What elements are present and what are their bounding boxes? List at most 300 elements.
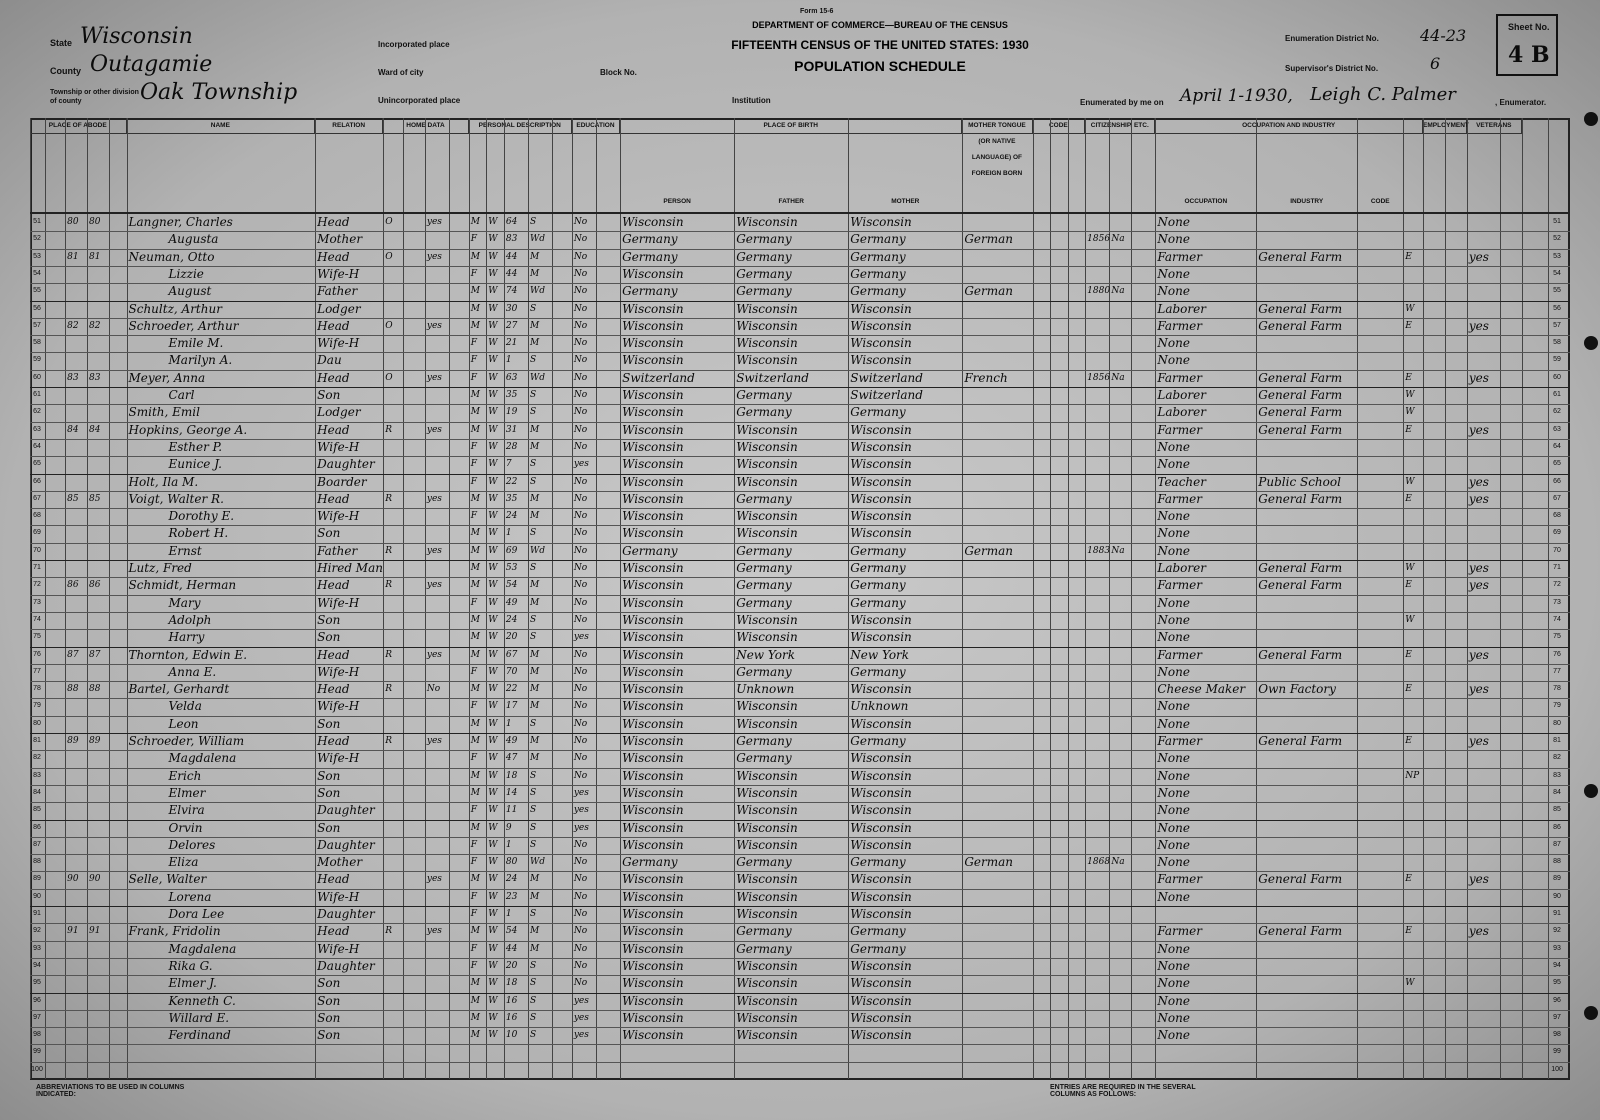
cell-nat: Na (1111, 372, 1125, 383)
cell-sex: F (470, 268, 477, 279)
cell-age: 1 (505, 718, 512, 729)
cell-name: Frank, Fridolin (128, 924, 221, 939)
column-group-header: EMPLOYMENT (1423, 118, 1467, 134)
cell-sex: F (470, 943, 477, 954)
line-number: 56 (33, 304, 41, 312)
cell-age: 35 (505, 493, 518, 504)
cell-age: 24 (505, 874, 518, 885)
cell-rel: Wife-H (317, 266, 360, 281)
cell-name: Lutz, Fred (128, 561, 192, 575)
line-number-right: 92 (1553, 927, 1561, 935)
cell-sex: F (470, 805, 477, 816)
cell-race: W (488, 372, 498, 383)
cell-tenure: O (385, 372, 393, 383)
cell-name: Erich (168, 768, 202, 783)
line-number-right: 95 (1553, 979, 1561, 987)
column-divider (1068, 118, 1069, 1080)
cell-occ: None (1157, 630, 1190, 645)
cell-dw: 81 (67, 251, 79, 262)
cell-age: 70 (505, 666, 518, 677)
cell-att: No (573, 407, 588, 418)
cell-rel: Lodger (317, 301, 361, 316)
column-subheader: OCCUPATION (1184, 198, 1228, 205)
cell-race: W (488, 666, 498, 677)
cell-occ: None (1157, 803, 1190, 818)
cell-pob: Wisconsin (622, 768, 684, 783)
cell-pob: Wisconsin (622, 716, 684, 731)
cell-age: 1 (505, 528, 512, 539)
cell-name: Eliza (168, 855, 199, 870)
cell-age: 28 (505, 441, 518, 452)
cell-dw: 82 (67, 320, 79, 331)
cell-cls: E (1405, 874, 1412, 885)
line-number-right: 72 (1553, 581, 1561, 589)
cell-pob: Wisconsin (622, 664, 684, 679)
line-number: 96 (33, 996, 41, 1004)
cell-radio: yes (426, 424, 442, 435)
state-value: Wisconsin (80, 24, 193, 49)
cell-mpob: Wisconsin (850, 630, 912, 645)
cell-mar: M (529, 736, 540, 746)
cell-race: W (488, 736, 498, 746)
cell-fpob: Wisconsin (736, 301, 798, 316)
cell-vet: yes (1468, 734, 1489, 748)
cell-fam: 86 (89, 580, 101, 591)
cell-age: 24 (505, 614, 518, 625)
cell-occ: None (1157, 595, 1190, 610)
line-number-right: 65 (1553, 460, 1561, 468)
cell-radio: yes (426, 545, 442, 556)
cell-name: Leon (168, 716, 199, 731)
cell-name: Ferdinand (168, 1028, 231, 1043)
cell-rel: Mother (317, 855, 363, 870)
line-number-right: 57 (1553, 321, 1561, 329)
cell-radio: yes (426, 251, 442, 262)
cell-att: yes (573, 1012, 589, 1023)
cell-name: Schroeder, Arthur (128, 318, 239, 333)
cell-race: W (488, 493, 498, 504)
line-number-right: 73 (1553, 598, 1561, 606)
cell-pob: Wisconsin (622, 215, 684, 229)
cell-mpob: Wisconsin (850, 526, 912, 541)
cell-att: yes (573, 805, 589, 816)
cell-pob: Wisconsin (622, 958, 684, 973)
line-number: 75 (33, 633, 41, 641)
cell-age: 9 (505, 822, 512, 833)
cell-cls: E (1405, 424, 1412, 435)
line-number: 69 (33, 529, 41, 537)
cell-mpob: Wisconsin (850, 318, 912, 333)
cell-att: yes (573, 787, 589, 798)
cell-fpob: Wisconsin (736, 958, 798, 973)
department-title: DEPARTMENT OF COMMERCE—BUREAU OF THE CENSUS (752, 20, 1008, 30)
cell-race: W (488, 390, 498, 400)
cell-fpob: Germany (736, 751, 792, 766)
cell-pob: Wisconsin (622, 699, 684, 714)
cell-name: Mary (168, 595, 201, 610)
column-divider (449, 118, 450, 1080)
cell-radio: yes (426, 736, 442, 746)
cell-sex: F (470, 234, 477, 245)
county-value: Outagamie (90, 52, 213, 77)
line-number-right: 90 (1553, 892, 1561, 900)
cell-name: Schroeder, William (128, 734, 245, 748)
cell-pob: Switzerland (622, 370, 695, 385)
cell-age: 44 (505, 251, 518, 262)
cell-age: 19 (505, 407, 518, 418)
cell-age: 11 (505, 805, 518, 816)
cell-rel: Daughter (317, 907, 375, 921)
line-number: 53 (33, 252, 41, 260)
cell-dw: 88 (67, 684, 79, 695)
cell-age: 1 (505, 355, 512, 366)
line-number-right: 82 (1553, 754, 1561, 762)
cell-rel: Head (317, 491, 350, 506)
column-group-header: MOTHER TONGUE (OR NATIVE LANGUAGE) OF FOREIGN BORN (962, 118, 1032, 134)
cell-rel: Head (317, 215, 350, 229)
cell-fpob: Germany (736, 595, 792, 610)
cell-vet: yes (1468, 474, 1489, 489)
line-number: 83 (33, 771, 41, 779)
cell-race: W (488, 1012, 498, 1023)
enumerated-date: April 1-1930, (1180, 86, 1293, 106)
cell-ind: General Farm (1258, 422, 1343, 437)
cell-att: No (573, 874, 588, 885)
cell-fpob: Germany (736, 941, 792, 956)
line-number: 100 (31, 1065, 43, 1073)
cell-mpob: Germany (850, 284, 906, 299)
cell-mpob: Wisconsin (850, 907, 912, 921)
cell-cls: E (1405, 493, 1412, 504)
cell-rel: Wife-H (317, 336, 360, 351)
cell-att: No (573, 320, 588, 331)
cell-mar: S (529, 839, 537, 850)
cell-occ: None (1157, 353, 1190, 368)
column-divider (734, 118, 735, 1080)
cell-occ: None (1157, 751, 1190, 766)
cell-cls: E (1405, 320, 1412, 331)
cell-race: W (488, 424, 498, 435)
cell-fpob: Germany (736, 491, 792, 506)
column-divider (1357, 118, 1358, 1080)
line-number-right: 86 (1553, 823, 1561, 831)
cell-name: Selle, Walter (128, 872, 207, 887)
cell-occ: None (1157, 889, 1190, 904)
line-number: 55 (33, 287, 41, 295)
cell-imm: 1883 (1087, 545, 1111, 556)
cell-rel: Wife-H (317, 439, 360, 454)
cell-att: No (573, 372, 588, 383)
cell-name: Thornton, Edwin E. (128, 647, 248, 662)
cell-fpob: Germany (736, 855, 792, 870)
enumerator-label: , Enumerator. (1495, 98, 1547, 107)
cell-rel: Wife-H (317, 509, 360, 524)
line-number-right: 68 (1553, 512, 1561, 520)
cell-mpob: Wisconsin (850, 993, 912, 1008)
cell-rel: Head (317, 647, 350, 662)
institution-label: Institution (732, 96, 771, 105)
cell-radio: yes (426, 372, 442, 383)
cell-fpob: Wisconsin (736, 422, 798, 437)
line-number-right: 97 (1553, 1013, 1561, 1021)
cell-ind: General Farm (1258, 491, 1343, 506)
cell-sex: M (470, 684, 480, 695)
cell-pob: Wisconsin (622, 612, 684, 627)
cell-cls: E (1405, 736, 1412, 746)
cell-nat: Na (1111, 857, 1125, 868)
line-number-right: 58 (1553, 339, 1561, 347)
cell-cls: W (1405, 978, 1415, 989)
cell-race: W (488, 701, 498, 712)
cell-name: Harry (168, 630, 205, 645)
state-label: State (50, 38, 73, 48)
cell-name: Dora Lee (168, 907, 225, 921)
cell-race: W (488, 978, 498, 989)
cell-sex: F (470, 909, 477, 919)
cell-ind: General Farm (1258, 301, 1343, 316)
cell-att: No (573, 718, 588, 729)
cell-cls: E (1405, 580, 1412, 591)
line-number-right: 52 (1553, 235, 1561, 243)
row-divider (30, 1062, 1570, 1063)
cell-occ: None (1157, 768, 1190, 783)
cell-pob: Germany (622, 855, 678, 870)
footer (30, 1082, 1570, 1118)
cell-sex: M (470, 407, 480, 418)
column-group-header: PLACE OF BIRTH (620, 118, 962, 134)
cell-mpob: Wisconsin (850, 1010, 912, 1025)
cell-name: Ernst (168, 543, 202, 558)
cell-age: 31 (505, 424, 518, 435)
cell-race: W (488, 909, 498, 919)
line-number: 95 (33, 979, 41, 987)
cell-occ: None (1157, 941, 1190, 956)
cell-mar: S (529, 978, 537, 989)
cell-age: 49 (505, 736, 518, 746)
cell-race: W (488, 770, 498, 781)
cell-mar: Wd (529, 857, 545, 868)
column-divider (1467, 118, 1468, 1080)
cell-sex: M (470, 424, 480, 435)
cell-sex: M (470, 303, 480, 314)
cell-mar: M (529, 891, 540, 902)
cell-ind: General Farm (1258, 249, 1343, 264)
cell-mpob: Wisconsin (850, 1028, 912, 1043)
enum-district-label: Enumeration District No. (1285, 34, 1379, 43)
cell-tongue: German (964, 855, 1014, 870)
cell-sex: F (470, 511, 477, 522)
column-divider (1109, 118, 1110, 1080)
block-label: Block No. (600, 68, 637, 77)
sheet-value: 4 B (1508, 42, 1550, 68)
cell-fpob: Switzerland (736, 370, 809, 385)
cell-occ: Farmer (1157, 924, 1202, 939)
cell-radio: yes (426, 320, 442, 331)
cell-age: 53 (505, 563, 518, 573)
cell-sex: M (470, 251, 480, 262)
binder-hole (1584, 784, 1598, 798)
column-group-header: EDUCATION (572, 118, 620, 134)
cell-fpob: Wisconsin (736, 457, 798, 472)
cell-race: W (488, 476, 498, 487)
cell-name: Marilyn A. (168, 353, 233, 368)
cell-sex: M (470, 649, 480, 660)
cell-occ: None (1157, 543, 1190, 558)
column-divider (425, 118, 426, 1080)
cell-sex: F (470, 338, 477, 349)
cell-race: W (488, 511, 498, 522)
cell-dw: 85 (67, 493, 79, 504)
cell-pob: Wisconsin (622, 647, 684, 662)
cell-mpob: Germany (850, 232, 906, 247)
cell-pob: Wisconsin (622, 595, 684, 610)
cell-pob: Wisconsin (622, 734, 684, 748)
cell-mar: S (529, 909, 537, 919)
township-value: Oak Township (140, 80, 298, 105)
cell-sex: M (470, 822, 480, 833)
cell-rel: Dau (317, 353, 342, 368)
cell-rel: Lodger (317, 405, 361, 420)
cell-occ: None (1157, 976, 1190, 991)
cell-fpob: New York (736, 647, 795, 662)
line-number: 89 (33, 875, 41, 883)
cell-fam: 90 (89, 874, 101, 885)
cell-mar: M (529, 493, 540, 504)
cell-tenure: R (385, 424, 392, 435)
cell-race: W (488, 1030, 498, 1041)
cell-name: August (168, 284, 212, 299)
cell-mar: M (529, 511, 540, 522)
cell-mar: S (529, 563, 537, 573)
cell-rel: Son (317, 526, 341, 541)
cell-mpob: Germany (850, 543, 906, 558)
cell-fpob: Wisconsin (736, 803, 798, 818)
cell-race: W (488, 268, 498, 279)
cell-mpob: Germany (850, 578, 906, 593)
cell-mar: M (529, 424, 540, 435)
cell-pob: Wisconsin (622, 785, 684, 800)
cell-att: No (573, 770, 588, 781)
cell-age: 49 (505, 597, 518, 608)
cell-att: No (573, 424, 588, 435)
cell-mpob: Wisconsin (850, 976, 912, 991)
line-number: 74 (33, 615, 41, 623)
cell-sex: M (470, 528, 480, 539)
cell-rel: Mother (317, 232, 363, 247)
cell-att: No (573, 286, 588, 297)
cell-tongue: German (964, 284, 1014, 299)
cell-mpob: Wisconsin (850, 716, 912, 731)
cell-name: Adolph (168, 612, 212, 627)
cell-rel: Head (317, 318, 350, 333)
line-number: 93 (33, 944, 41, 952)
cell-age: 1 (505, 909, 512, 919)
cell-occ: None (1157, 232, 1190, 247)
cell-sex: M (470, 736, 480, 746)
cell-fam: 82 (89, 320, 101, 331)
cell-race: W (488, 545, 498, 556)
cell-race: W (488, 217, 498, 227)
cell-sex: F (470, 459, 477, 470)
enumerator-name: Leigh C. Palmer (1310, 84, 1456, 105)
cell-dw: 91 (67, 926, 79, 937)
cell-mar: S (529, 476, 537, 487)
line-number-right: 76 (1553, 650, 1561, 658)
line-number-right: 55 (1553, 287, 1561, 295)
cell-mpob: Wisconsin (850, 889, 912, 904)
cell-ind: General Farm (1258, 561, 1343, 575)
cell-fpob: Wisconsin (736, 716, 798, 731)
cell-pob: Wisconsin (622, 803, 684, 818)
cell-age: 23 (505, 891, 518, 902)
cell-race: W (488, 960, 498, 971)
line-number-right: 98 (1553, 1031, 1561, 1039)
cell-ind: General Farm (1258, 370, 1343, 385)
cell-fpob: Wisconsin (736, 837, 798, 852)
cell-pob: Wisconsin (622, 405, 684, 420)
column-subheader: MOTHER (891, 198, 920, 205)
cell-rel: Head (317, 422, 350, 437)
cell-rel: Son (317, 768, 341, 783)
cell-fpob: Wisconsin (736, 336, 798, 351)
cell-name: Holt, Ila M. (128, 474, 199, 489)
cell-pob: Wisconsin (622, 630, 684, 645)
cell-age: 1 (505, 839, 512, 850)
column-divider (848, 118, 849, 1080)
cell-att: No (573, 545, 588, 556)
cell-mar: S (529, 390, 537, 400)
cell-vet: yes (1468, 578, 1489, 593)
cell-pob: Wisconsin (622, 301, 684, 316)
township-label: Township or other division of county (50, 89, 139, 105)
cell-att: No (573, 839, 588, 850)
cell-vet: yes (1468, 924, 1489, 939)
line-number: 59 (33, 356, 41, 364)
line-number-right: 79 (1553, 702, 1561, 710)
cell-race: W (488, 355, 498, 366)
line-number: 85 (33, 806, 41, 814)
cell-occ: Laborer (1157, 405, 1206, 420)
cell-mar: M (529, 597, 540, 608)
line-number-right: 100 (1551, 1065, 1563, 1073)
cell-pob: Wisconsin (622, 474, 684, 489)
cell-name: Velda (168, 699, 202, 714)
cell-pob: Wisconsin (622, 457, 684, 472)
cell-radio: No (426, 684, 441, 695)
cell-vet: yes (1468, 249, 1489, 264)
cell-pob: Germany (622, 249, 678, 264)
cell-occ: None (1157, 785, 1190, 800)
cell-fpob: Wisconsin (736, 889, 798, 904)
cell-radio: yes (426, 217, 442, 227)
cell-age: 7 (505, 459, 512, 470)
cell-race: W (488, 441, 498, 452)
cell-rel: Son (317, 976, 341, 991)
line-number-right: 93 (1553, 944, 1561, 952)
cell-mpob: Wisconsin (850, 491, 912, 506)
cell-ind: General Farm (1258, 647, 1343, 662)
cell-pob: Wisconsin (622, 336, 684, 351)
cell-mpob: Wisconsin (850, 612, 912, 627)
column-divider (65, 118, 66, 1080)
cell-sex: M (470, 320, 480, 331)
cell-att: No (573, 753, 588, 764)
cell-att: No (573, 943, 588, 954)
cell-age: 63 (505, 372, 518, 383)
cell-pob: Germany (622, 284, 678, 299)
column-group-header: NAME (127, 118, 316, 134)
cell-occ: Farmer (1157, 370, 1202, 385)
